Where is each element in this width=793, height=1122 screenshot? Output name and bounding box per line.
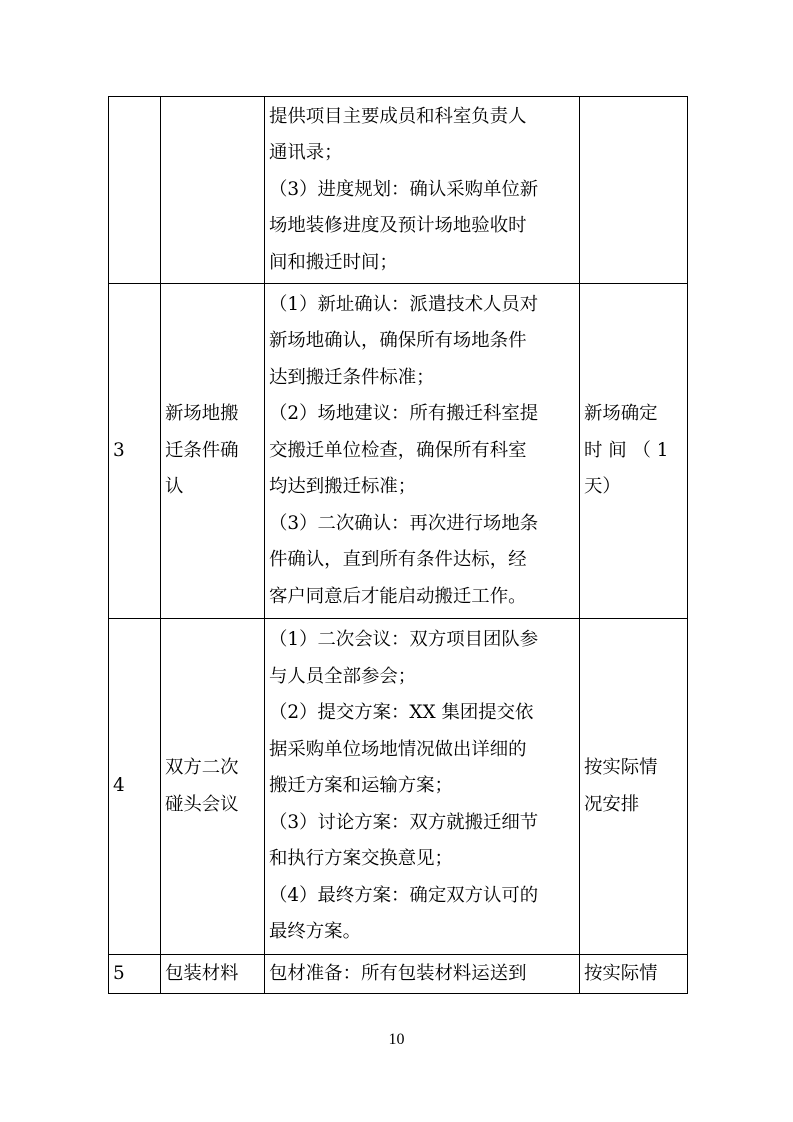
cell-number: 4 [109, 619, 161, 955]
item-line: 新场地搬 [165, 403, 239, 425]
content-line: 最终方案。 [269, 921, 361, 943]
cell-number: 3 [109, 284, 161, 619]
content-line: 均达到搬迁标准； [269, 476, 417, 498]
item-line: 迁条件确 [165, 439, 239, 461]
time-line: 新场确定 [584, 403, 658, 425]
content-line: 交搬迁单位检查，确保所有科室 [269, 439, 527, 461]
content-line: （2）场地建议：所有搬迁科室提 [269, 403, 539, 425]
page-number: 10 [388, 1031, 405, 1048]
content-line: 场地装修进度及预计场地验收时 [269, 215, 527, 237]
cell-content [265, 619, 580, 955]
content-line: 提供项目主要成员和科室负责人 [269, 105, 527, 127]
content-line: （1）新址确认：派遣技术人员对 [269, 293, 539, 315]
content-line: 间和搬迁时间； [269, 251, 398, 273]
item-line: 包装材料 [165, 962, 239, 984]
content-line: 件确认，直到所有条件达标，经 [269, 549, 527, 571]
cell-time [580, 284, 688, 619]
content-line: 包材准备：所有包装材料运送到 [269, 962, 527, 984]
content-line: 通讯录； [269, 142, 343, 164]
cell-item [161, 284, 265, 619]
cell-item [161, 955, 265, 994]
cell-item [161, 97, 265, 284]
time-line: 按实际情 [584, 962, 658, 984]
content-line: 客户同意后才能启动搬迁工作。 [269, 585, 527, 607]
content-line: 和执行方案交换意见； [269, 848, 453, 870]
content-line: 搬迁方案和运输方案； [269, 775, 453, 797]
content-line: 新场地确认，确保所有场地条件 [269, 330, 527, 352]
cell-time [580, 97, 688, 284]
item-line: 认 [165, 476, 184, 498]
content-line: （3）二次确认：再次进行场地条 [269, 512, 539, 534]
table-row [109, 97, 688, 284]
cell-time [580, 619, 688, 955]
relocation-plan-table [108, 96, 688, 994]
cell-time [580, 955, 688, 994]
item-line: 双方二次 [165, 757, 239, 778]
content-line: 据采购单位场地情况做出详细的 [269, 738, 527, 760]
cell-number: 5 [109, 955, 161, 994]
time-line: 按实际情 [584, 757, 658, 778]
table-row [109, 955, 688, 994]
content-line: 达到搬迁条件标准； [269, 366, 435, 388]
content-line: （4）最终方案：确定双方认可的 [269, 884, 539, 906]
time-line: 天） [584, 476, 621, 498]
content-line: （1）二次会议：双方项目团队参 [269, 629, 539, 651]
item-line: 碰头会议 [165, 793, 239, 815]
content-line: 与人员全部参会； [269, 665, 417, 687]
cell-content [265, 955, 580, 994]
table-row [109, 284, 688, 619]
cell-content [265, 97, 580, 284]
table-row [109, 619, 688, 955]
cell-content [265, 284, 580, 619]
cell-item [161, 619, 265, 955]
time-line: 时 间 （ 1 [584, 439, 669, 461]
content-line: （3）讨论方案：双方就搬迁细节 [269, 811, 539, 833]
content-line: （3）进度规划：确认采购单位新 [269, 178, 539, 200]
content-line: （2）提交方案：XX 集团提交依 [269, 702, 534, 724]
cell-number [109, 97, 161, 284]
time-line: 况安排 [584, 793, 640, 815]
